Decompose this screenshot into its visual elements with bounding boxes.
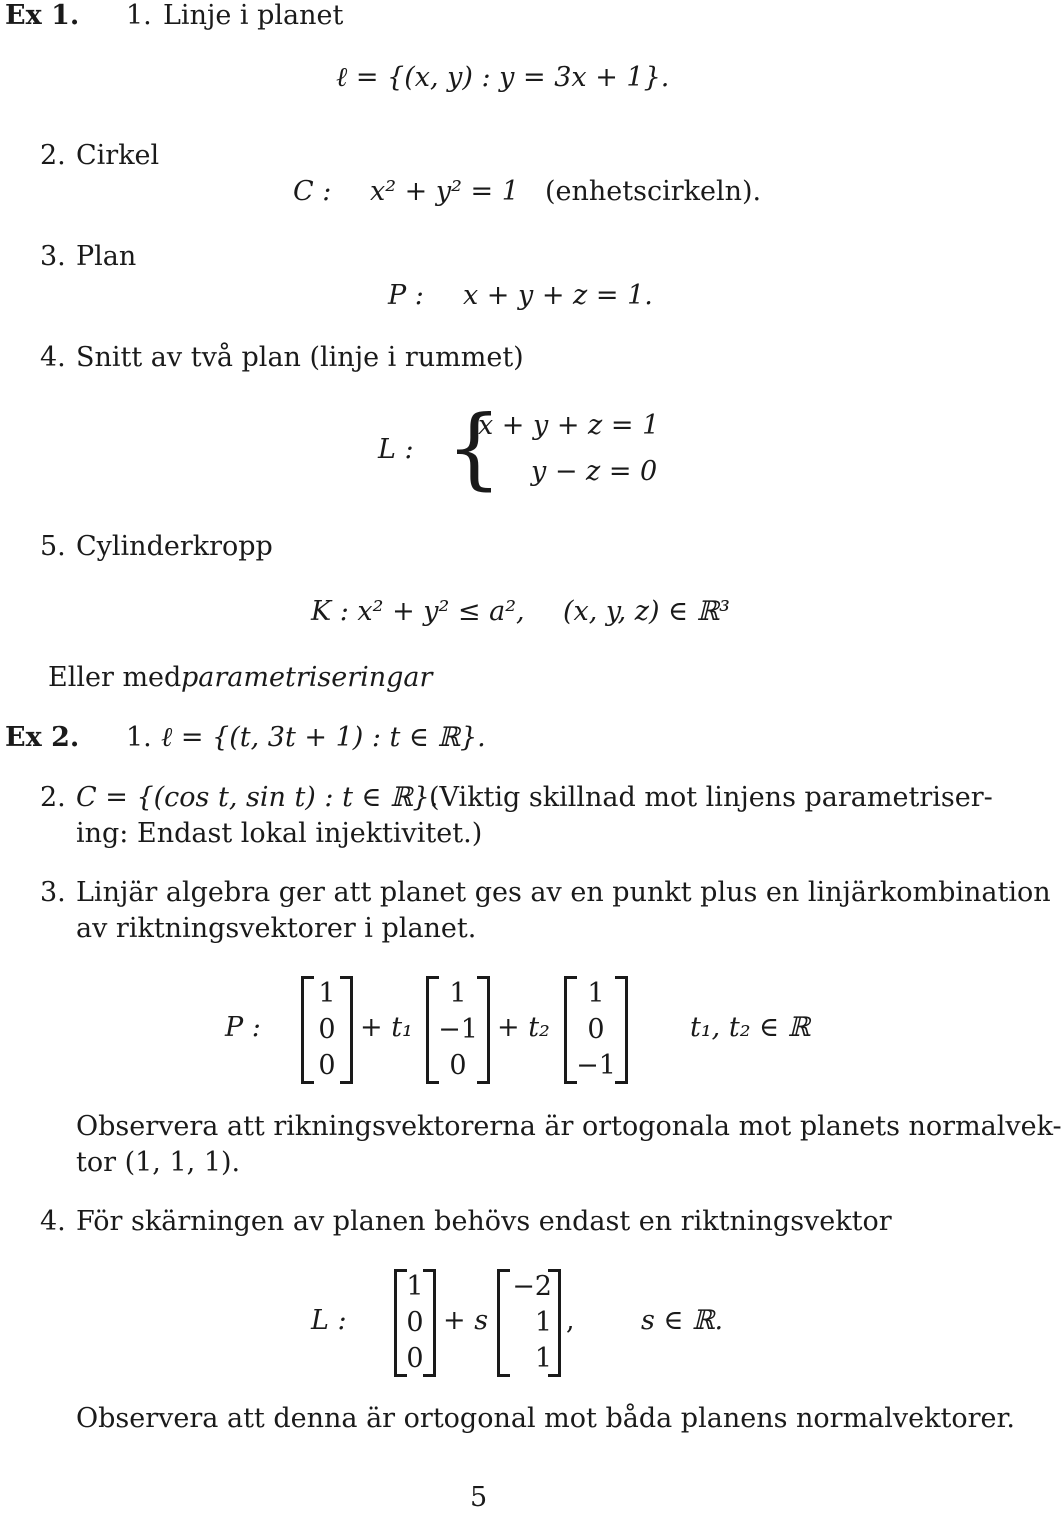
ex1-item1-text: Linje i planet (163, 0, 344, 31)
ex1-item2-note: (enhetscirkeln). (545, 176, 762, 207)
vector-entry: −2 (512, 1271, 552, 1302)
param-prefix: Eller med (48, 662, 182, 693)
ex2-label: Ex 2. (5, 722, 80, 753)
direction-vector-1 (426, 976, 490, 1084)
ex2-item2-num: 2. (40, 782, 66, 813)
ex1-item3-lhs: P : (388, 280, 424, 311)
vector-entry: −1 (438, 1014, 478, 1045)
vector-entry: 1 (534, 1307, 552, 1338)
vector-entry: 0 (449, 1050, 467, 1081)
ex2-item2-note-line2: ing: Endast lokal injektivitet.) (76, 818, 483, 849)
ex1-item4-lhs: L : (378, 434, 414, 465)
ex1-item5-text: Cylinderkropp (76, 531, 273, 562)
ex2-item2-equation: C = {(cos t, sin t) : t ∈ ℝ}. (76, 782, 439, 813)
ex1-item2-num: 2. (40, 140, 66, 171)
plane-point-vector (301, 976, 353, 1084)
ex1-item2-lhs: C : (293, 176, 332, 207)
vector-entry: 1 (449, 978, 467, 1009)
vector-entry: 1 (318, 978, 336, 1009)
ex1-item5-num: 5. (40, 531, 66, 562)
vector-entry: −1 (576, 1050, 616, 1081)
ex1-item4-system-eq1: x + y + z = 1 (478, 410, 660, 441)
ex1-item4-num: 4. (40, 342, 66, 373)
plus-s: + s (443, 1305, 489, 1336)
plus-t1: + t₁ (360, 1012, 413, 1043)
ex2-item3-num: 3. (40, 877, 66, 908)
left-brace-icon: { (446, 396, 502, 499)
direction-vector-2 (564, 976, 628, 1084)
line-direction-vector (497, 1269, 561, 1377)
ex1-item1-equation: ℓ = {(x, y) : y = 3x + 1}. (336, 62, 670, 93)
ex2-item3-obs-line1: Observera att rikningsvektorerna är ortogonala mot planets normalvek- (76, 1111, 1062, 1142)
line-parameter-domain: s ∈ ℝ. (641, 1305, 724, 1336)
ex2-item1-num: 1. (126, 722, 152, 753)
ex1-item4-text: Snitt av två plan (linje i rummet) (76, 342, 524, 373)
line-lhs: L : (311, 1305, 347, 1336)
vector-entry: 0 (406, 1343, 424, 1374)
ex2-item4-text: För skärningen av planen behövs endast en riktningsvektor (76, 1206, 892, 1237)
plane-lhs: P : (225, 1012, 261, 1043)
ex2-item2-note-line1: (Viktig skillnad mot linjens parametriser- (429, 782, 993, 813)
ex1-item3-equation: x + y + z = 1. (463, 280, 653, 311)
ex1-item5-domain: (x, y, z) ∈ ℝ³ (563, 596, 730, 627)
vector-entry: 1 (406, 1271, 424, 1302)
plane-parameter-domain: t₁, t₂ ∈ ℝ (690, 1012, 811, 1043)
ex2-item3-line1: Linjär algebra ger att planet ges av en punkt plus en linjärkombination (76, 877, 1051, 908)
ex1-item3-num: 3. (40, 241, 66, 272)
ex1-item4-system-eq2: y − z = 0 (531, 456, 658, 487)
ex2-item4-observation: Observera att denna är ortogonal mot båda planens normalvektorer. (76, 1403, 1016, 1434)
ex2-item1-equation: ℓ = {(t, 3t + 1) : t ∈ ℝ}. (161, 722, 486, 753)
vector-entry: 0 (587, 1014, 605, 1045)
plus-t2: + t₂ (497, 1012, 550, 1043)
vector-entry: 0 (318, 1014, 336, 1045)
vector-entry: 0 (318, 1050, 336, 1081)
vector-entry: 0 (406, 1307, 424, 1338)
vector-entry: 1 (534, 1343, 552, 1374)
ex1-label: Ex 1. (5, 0, 80, 31)
ex1-item5-equation: K : x² + y² ≤ a², (311, 596, 525, 627)
line-comma: , (566, 1305, 575, 1336)
ex2-item3-line2: av riktningsvektorer i planet. (76, 913, 477, 944)
line-point-vector (394, 1269, 436, 1377)
ex1-item2-equation: x² + y² = 1 (370, 176, 519, 207)
page-number: 5 (470, 1482, 488, 1513)
ex1-item1-num: 1. (126, 0, 152, 31)
ex1-item2-text: Cirkel (76, 140, 160, 171)
param-word: parametriseringar (181, 662, 433, 693)
vector-entry: 1 (587, 978, 605, 1009)
ex2-item4-num: 4. (40, 1206, 66, 1237)
ex2-item3-obs-line2: tor (1, 1, 1). (76, 1147, 241, 1178)
ex1-item3-text: Plan (76, 241, 137, 272)
